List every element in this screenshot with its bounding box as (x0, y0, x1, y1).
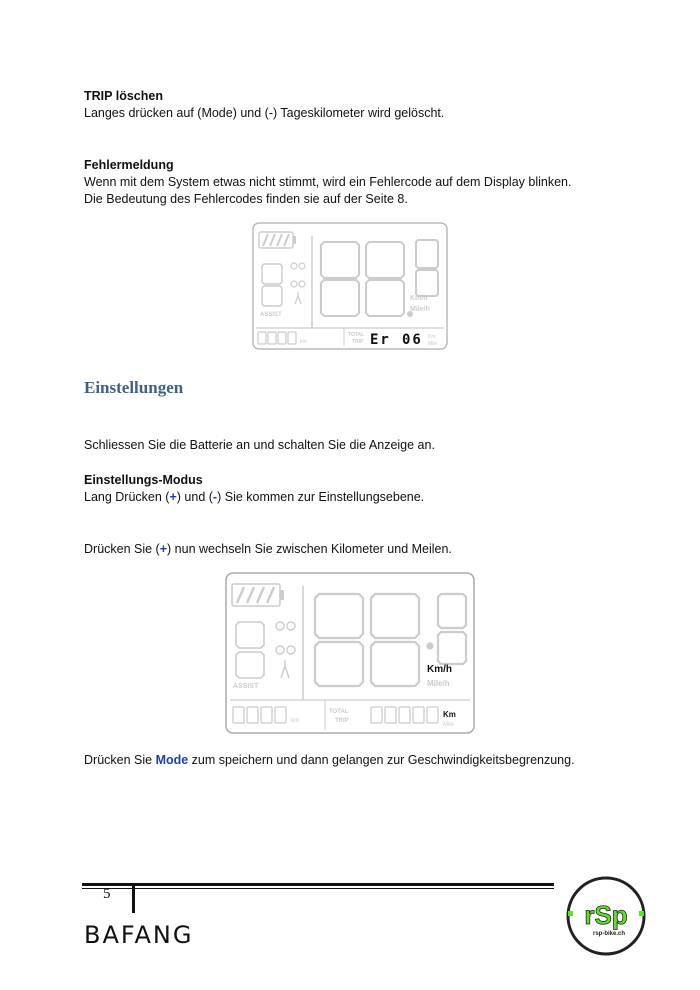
footer-rule-thin (82, 888, 554, 889)
unit-km-small: Km (443, 710, 456, 719)
brand-logo: BAFANG (84, 921, 194, 949)
assist-label: ASSIST (233, 683, 259, 690)
logo-text: rSp (584, 900, 628, 930)
error-heading: Fehlermeldung (84, 158, 174, 172)
unit-mile-small: Mile (443, 722, 455, 728)
plus-key: + (169, 490, 177, 504)
unit-kmh: Km/h (427, 664, 452, 675)
mode-key: Mode (155, 753, 189, 767)
lcd-display-error (252, 222, 448, 350)
settings-mode-heading: Einstellungs-Modus (84, 473, 203, 487)
settings-intro: Schliessen Sie die Batterie an und schalten Sie die Anzeige an. (84, 438, 435, 452)
settings-mode-text: Lang Drücken (+) und (-) Sie kommen zur Einstellungsebene. (84, 490, 425, 504)
bottom-unit-small: km (300, 339, 307, 345)
trip-heading: TRIP löschen (84, 89, 163, 103)
unit-mile-small: Mile (428, 341, 438, 347)
footer-rule (82, 883, 554, 886)
settings-save-text: Drücken Sie Mode zum speichern und dann gelangen zur Geschwindigkeitsbegrenzung. (84, 753, 575, 767)
footer-divider (132, 883, 135, 913)
error-code-value: 06 (402, 332, 423, 348)
error-code-label: Er (370, 332, 391, 348)
settings-switch-text: Drücken Sie (+) nun wechseln Sie zwischen Kilometer und Meilen. (84, 542, 452, 556)
assist-label: ASSIST (260, 312, 282, 318)
trip-label: TRIP (352, 339, 364, 345)
bottom-unit-small: km (291, 718, 299, 724)
unit-km-small: Km (428, 334, 436, 340)
settings-title: Einstellungen (84, 378, 184, 397)
total-label: TOTAL (329, 709, 349, 715)
unit-mileh: Mile/h (427, 679, 450, 688)
lcd-display-units (225, 572, 475, 734)
logo-url: rsp-bike.ch (592, 931, 626, 937)
unit-mileh: Mile/h (410, 306, 430, 313)
trip-text: Langes drücken auf (Mode) und (-) Tageskilometer wird gelöscht. (84, 106, 445, 120)
total-label: TOTAL (348, 332, 365, 338)
rsp-logo (565, 875, 647, 957)
error-text-line1: Wenn mit dem System etwas nicht stimmt, wird ein Fehlercode auf dem Display blinken. (84, 175, 572, 189)
plus-key: + (159, 542, 168, 556)
page-number: 5 (103, 886, 111, 902)
trip-label: TRIP (335, 718, 349, 724)
error-text-line2: Die Bedeutung des Fehlercodes finden sie auf der Seite 8. (84, 192, 408, 206)
unit-kmh: Km/h (410, 295, 428, 302)
minus-key: - (212, 490, 218, 504)
